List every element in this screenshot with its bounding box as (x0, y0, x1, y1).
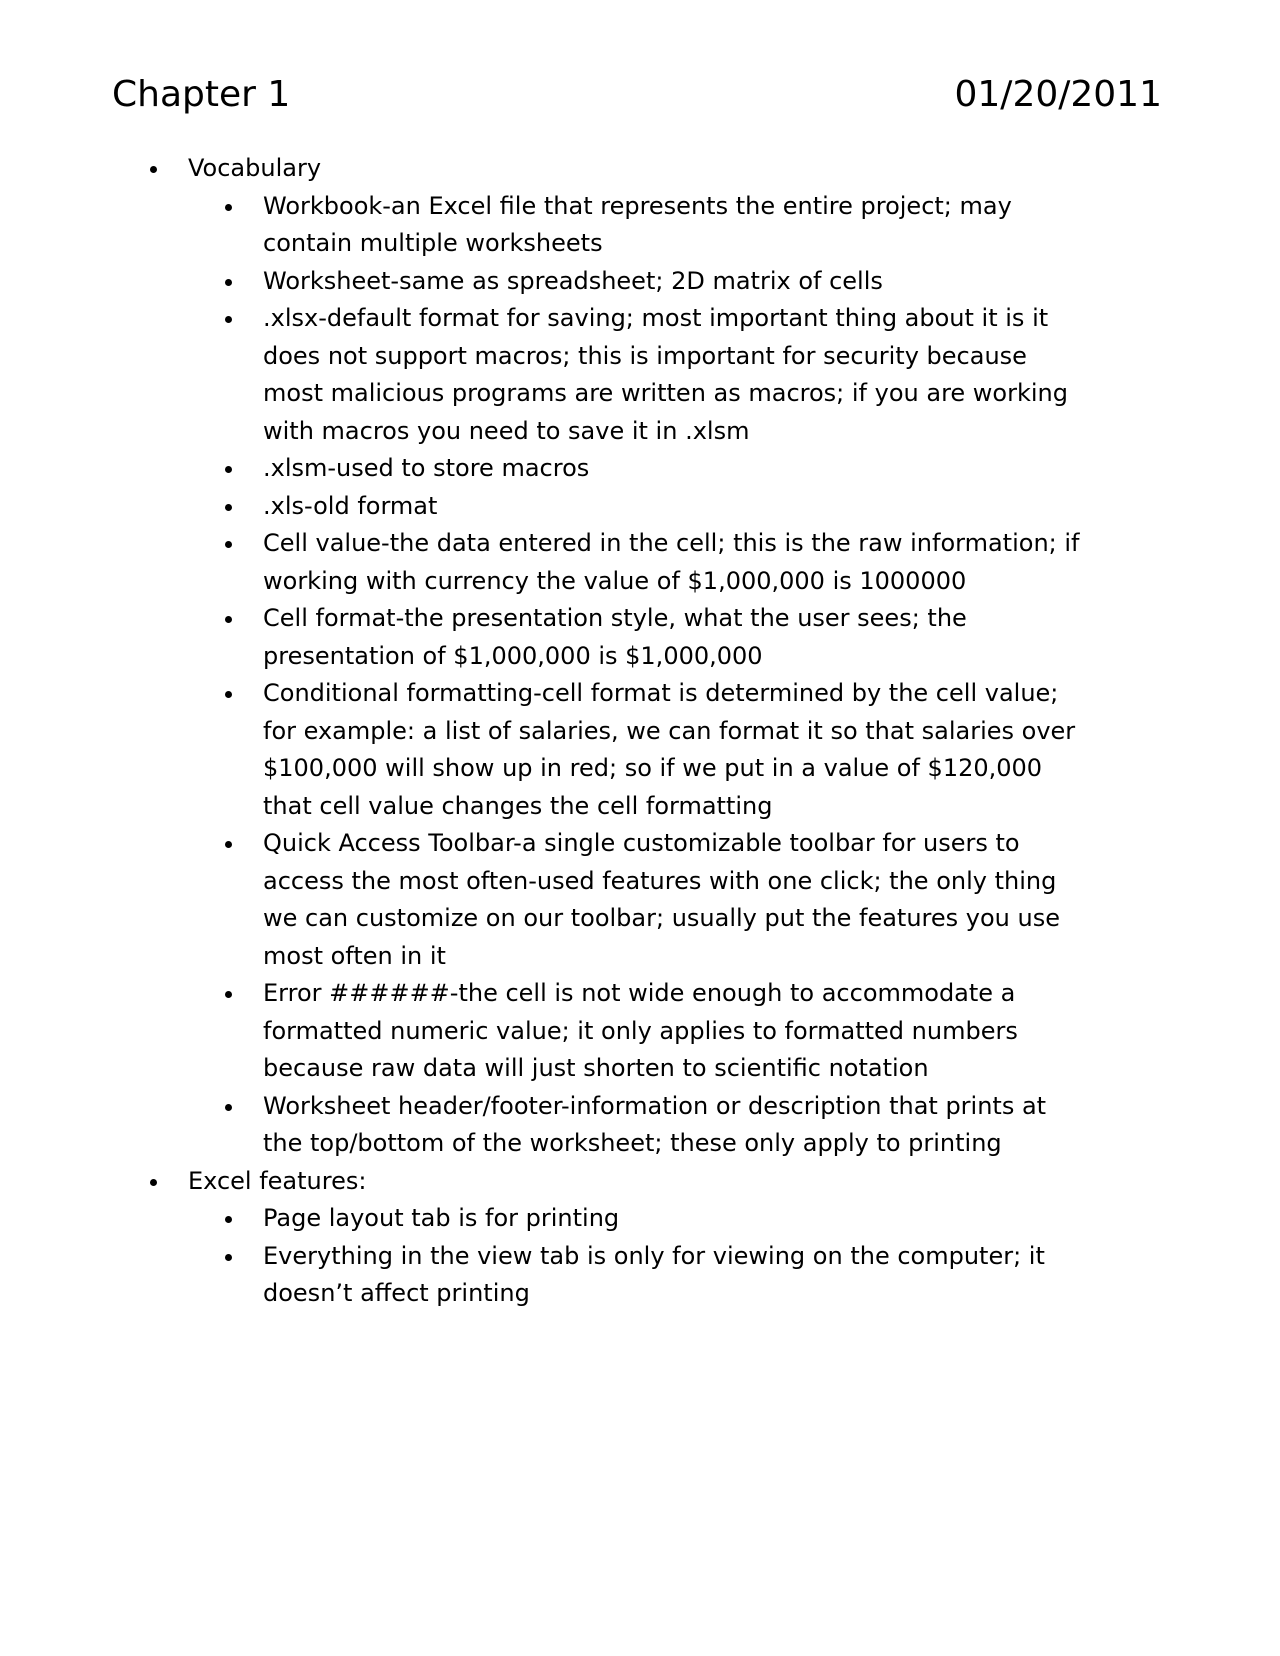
list-item-text: Everything in the view tab is only for viewing on the computer; it doesn’t affect printing (263, 1241, 1045, 1307)
list-item-text: Workbook-an Excel file that represents the entire project; may contain multiple worksheets (263, 191, 1012, 257)
list-item-text: Worksheet-same as spreadsheet; 2D matrix of cells (263, 266, 883, 295)
chapter-title: Chapter 1 (112, 74, 291, 115)
list-item (112, 450, 1172, 488)
list-item-text: .xls-old format (263, 491, 438, 520)
list-item (112, 1238, 1172, 1313)
bullet-icon (225, 316, 232, 323)
bullet-icon (225, 1216, 232, 1223)
list-item (112, 1088, 1172, 1163)
bullet-icon (225, 1254, 232, 1261)
list-item (112, 525, 1172, 600)
list-item-text: Error ######-the cell is not wide enough to accommodate a formatted numeric value; it only applies to formatted numbers because raw data will just shorten to scientific notation (263, 979, 1018, 1082)
bullet-icon (225, 991, 232, 998)
list-item (112, 300, 1172, 450)
list-item-text: Cell value-the data entered in the cell; this is the raw information; if working with currency the value of $1,000,000 is 1000000 (263, 529, 1080, 595)
vocabulary-list (112, 188, 1172, 1163)
bullet-icon (225, 279, 232, 286)
list-item (112, 600, 1172, 675)
bullet-icon (225, 504, 232, 511)
list-item-text: Quick Access Toolbar-a single customizable toolbar for users to access the most often-used features with one click; the only thing we can customize on our toolbar; usually put the features you use most often in it (263, 829, 1060, 970)
list-item (112, 975, 1172, 1088)
section-heading: Vocabulary (188, 154, 322, 182)
list-item (112, 488, 1172, 526)
bullet-icon (225, 541, 232, 548)
bullet-icon (225, 466, 232, 473)
outline-list (112, 150, 1172, 1313)
bullet-icon (150, 1179, 157, 1186)
list-item (112, 188, 1172, 263)
features-list (112, 1200, 1172, 1313)
section-heading: Excel features: (188, 1166, 367, 1195)
list-item (112, 825, 1172, 975)
page-header (112, 70, 1162, 120)
bullet-icon (225, 616, 232, 623)
notes-body (112, 150, 1172, 1313)
list-item-text: Page layout tab is for printing (263, 1204, 620, 1232)
bullet-icon (225, 1104, 232, 1111)
list-item (112, 263, 1172, 301)
bullet-icon (225, 691, 232, 698)
bullet-icon (150, 166, 157, 173)
list-item-text: Cell format-the presentation style, what the user sees; the presentation of $1,000,000 is $1,000,000 (263, 604, 967, 670)
note-date: 01/20/2011 (954, 74, 1162, 115)
list-item-text: Worksheet header/footer-information or description that prints at the top/bottom of the worksheet; these only apply to printing (263, 1091, 1047, 1157)
list-item-text: .xlsm-used to store macros (263, 454, 590, 482)
section-vocabulary (112, 150, 1172, 1163)
bullet-icon (225, 841, 232, 848)
section-excel-features (112, 1163, 1172, 1313)
bullet-icon (225, 204, 232, 211)
list-item-text: Conditional formatting-cell format is determined by the cell value; for example: a list of salaries, we can format it so that salaries over $100,000 will show up in red; so if we put in a value of $120,000 that cell value changes the cell formatting (263, 679, 1076, 820)
list-item (112, 675, 1172, 825)
list-item (112, 1200, 1172, 1238)
list-item-text: .xlsx-default format for saving; most important thing about it is it does not support macros; this is important for security because most malicious programs are written as macros; if you are working with macros you need to save it in .xlsm (263, 304, 1068, 445)
